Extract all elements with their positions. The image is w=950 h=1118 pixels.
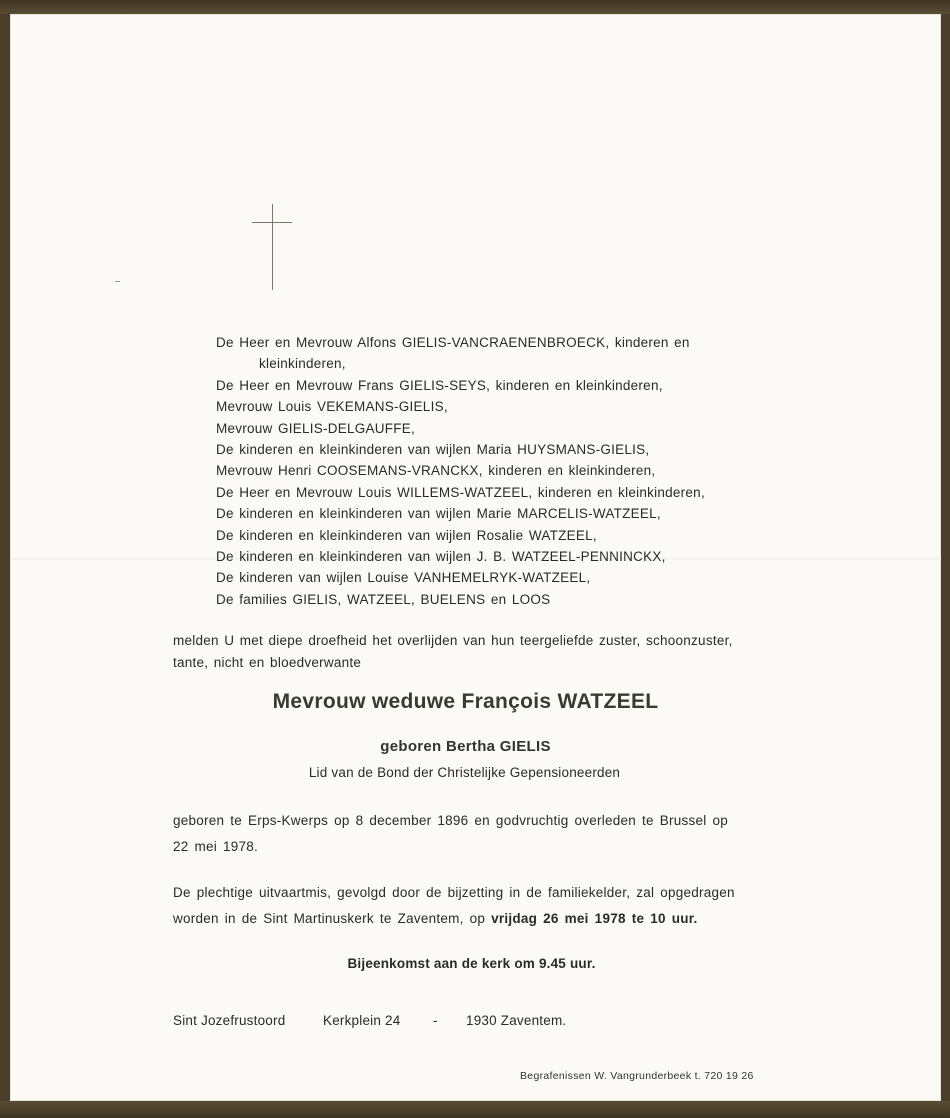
family-line: Mevrouw Henri COOSEMANS-VRANCKX, kinderen en kleinkinderen, [216,463,656,479]
life-paragraph [173,808,728,860]
family-line: kleinkinderen, [259,356,346,372]
address-line [173,1013,566,1028]
family-line: De kinderen en kleinkinderen van wijlen J. B. WATZEEL-PENNINCKX, [216,549,666,565]
family-line: De kinderen en kleinkinderen van wijlen Rosalie WATZEEL, [216,527,597,543]
funeral-line: De plechtige uitvaartmis, gevolgd door de bijzetting in de familiekelder, zal opgedragen [173,885,735,900]
family-line: De kinderen van wijlen Louise VANHEMELRYK-WATZEEL, [216,570,591,586]
frame-top [0,0,950,14]
funeral-datetime: vrijdag 26 mei 1978 te 10 uur. [491,911,698,926]
family-line: De Heer en Mevrouw Louis WILLEMS-WATZEEL, kinderen en kleinkinderen, [216,484,705,500]
membership-line: Lid van de Bond der Christelijke Gepensioneerden [308,765,621,780]
family-line: De Heer en Mevrouw Frans GIELIS-SEYS, kinderen en kleinkinderen, [216,377,663,393]
address-city: 1930 Zaventem. [466,1013,567,1028]
family-line: De kinderen en kleinkinderen van wijlen Marie MARCELIS-WATZEEL, [216,506,661,522]
frame-bottom [0,1101,950,1118]
announcement-text [173,630,793,674]
address-street: Kerkplein 24 [323,1013,401,1028]
life-line: geboren te Erps-Kwerps op 8 december 1896 en godvruchtig overleden te Brussel op [173,813,729,828]
address-place: Sint Jozefrustoord [173,1013,286,1028]
family-list [216,332,705,610]
funeral-location-text: worden in de Sint Martinuskerk te Zaventem, op [173,911,492,926]
announcement-line: tante, nicht en bloedverwante [173,655,362,670]
death-notice-card [10,14,941,1101]
undertaker-credit: Begrafenissen W. Vangrunderbeek t. 720 19 26 [520,1070,754,1082]
family-line: De families GIELIS, WATZEEL, BUELENS en LOOS [216,591,551,607]
address-dash: - [433,1013,438,1028]
family-line: Mevrouw GIELIS-DELGAUFFE, [216,420,416,436]
family-line: De Heer en Mevrouw Alfons GIELIS-VANCRAENENBROECK, kinderen en [216,335,690,350]
family-line: De kinderen en kleinkinderen van wijlen Maria HUYSMANS-GIELIS, [216,442,650,458]
birth-name: geboren Bertha GIELIS [380,738,551,755]
family-line: Mevrouw Louis VEKEMANS-GIELIS, [216,399,448,415]
funeral-line [173,906,735,932]
gathering-notice: Bijeenkomst aan de kerk om 9.45 uur. [347,956,596,971]
announcement-line: melden U met diepe droefheid het overlijden van hun teergeliefde zuster, schoonzuster, [173,633,733,648]
paper-speck [115,281,120,282]
deceased-name: Mevrouw weduwe François WATZEEL [272,690,659,713]
life-line: 22 mei 1978. [173,839,259,854]
funeral-paragraph [173,880,735,932]
